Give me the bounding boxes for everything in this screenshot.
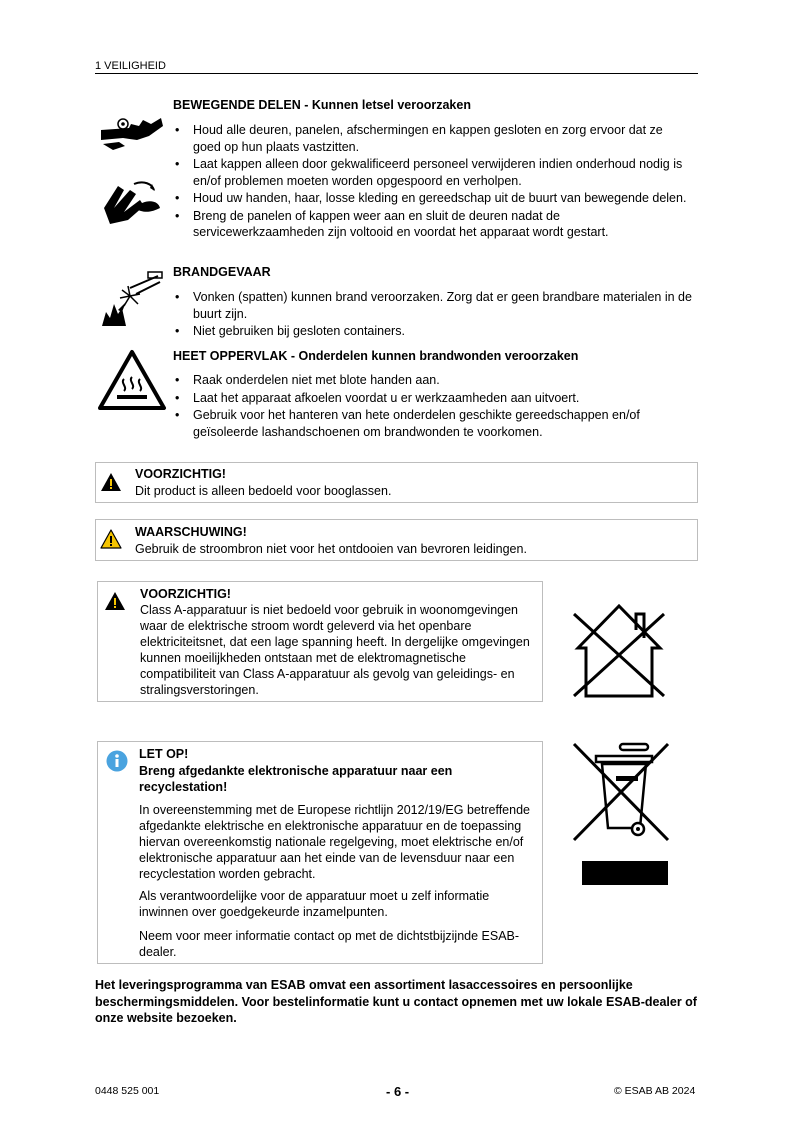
hand-gears-icon (99, 110, 165, 154)
note-title: LET OP! (139, 747, 189, 761)
fire-hazard-list (173, 289, 693, 341)
note-subtitle: Breng afgedankte elektronische apparatuur naar een recyclestation! (139, 764, 453, 794)
list-item: • Breng de panelen of kappen weer aan en sluit de deuren nadat de servicewerkzaamheden zijn voltooid en voordat het apparaat wordt gestart. (173, 208, 693, 241)
fire-sparks-icon (100, 268, 166, 328)
warning-triangle-icon (100, 472, 122, 492)
list-item: • Houd alle deuren, panelen, afschermingen en kappen gesloten en zorg ervoor dat ze goed op hun plaats vastzitten. (173, 122, 693, 155)
hot-surface-title: HEET OPPERVLAK - Onderdelen kunnen brandwonden veroorzaken (173, 349, 579, 363)
hot-surface-icon (97, 349, 167, 411)
document-number: 0448 525 001 (95, 1085, 160, 1097)
caution-title: VOORZICHTIG! (135, 467, 226, 481)
crossed-wheelie-bin-icon (572, 740, 672, 888)
list-item: • Laat het apparaat afkoelen voordat u er werkzaamheden aan uitvoert. (173, 390, 693, 407)
recycling-note (97, 741, 543, 964)
page-number: - 6 - (386, 1084, 410, 1099)
crossed-house-icon (570, 600, 668, 700)
list-item: • Laat kappen alleen door gekwalificeerd personeel verwijderen indien onderhoud nodig is en/of problemen moeten worden opgespoord en verholpen. (173, 156, 693, 189)
list-item: • Gebruik voor het hanteren van hete onderdelen geschikte gereedschappen en/of geïsoleerde lashandschoenen om brandwonden te voorkomen. (173, 407, 693, 440)
moving-parts-list (173, 122, 693, 242)
caution-text: Dit product is alleen bedoeld voor booglassen. (135, 484, 392, 498)
closing-paragraph: Het leveringsprogramma van ESAB omvat een assortiment lasaccessoires en persoonlijke beschermingsmiddelen. Voor bestelinformatie kunt u contact opnemen met uw lokale ESAB-dealer of onze website bezoeken. (95, 978, 697, 1025)
warning-text: Gebruik de stroombron niet voor het ontdooien van bevroren leidingen. (135, 542, 527, 556)
class-a-caution-title: VOORZICHTIG! (140, 587, 231, 601)
note-paragraph: In overeenstemming met de Europese richtlijn 2012/19/EG betreffende afgedankte elektrische en elektronische apparatuur en de toepassing hiervan overeenkomstig nationale regelgeving, moet elektrische en/of elektronische apparatuur aan het einde van de levensduur naar een recyclestation worden gebracht. (139, 803, 530, 881)
moving-parts-title: BEWEGENDE DELEN - Kunnen letsel veroorzaken (173, 98, 471, 112)
hand-fan-icon (100, 178, 162, 228)
list-item: • Vonken (spatten) kunnen brand veroorzaken. Zorg dat er geen brandbare materialen in de buurt zijn. (173, 289, 693, 322)
copyright: © ESAB AB 2024 (614, 1085, 696, 1097)
warning-triangle-icon (100, 529, 122, 549)
list-item: • Raak onderdelen niet met blote handen aan. (173, 372, 693, 389)
class-a-caution-text: Class A-apparatuur is niet bedoeld voor gebruik in woonomgevingen waar de elektrische stroom wordt geleverd via het openbare elektriciteitsnet, dat een lage spanning heeft. In dergelijke omgevingen kunnen moeilijkheden ontstaan met de elektromagnetische compatibiliteit van Class A-apparatuur als gevolg van geleidings- en stralingsverstoringen. (140, 603, 530, 697)
section-header: 1 VEILIGHEID (95, 60, 698, 74)
class-a-caution-notice (97, 581, 543, 702)
list-item: • Niet gebruiken bij gesloten containers. (173, 323, 693, 340)
fire-hazard-title: BRANDGEVAAR (173, 265, 271, 279)
warning-notice (95, 519, 698, 561)
warning-triangle-icon (104, 591, 126, 611)
caution-notice (95, 462, 698, 503)
info-icon (106, 750, 128, 772)
list-item: • Houd uw handen, haar, losse kleding en gereedschap uit de buurt van bewegende delen. (173, 190, 693, 207)
hot-surface-list (173, 372, 693, 441)
note-paragraph: Neem voor meer informatie contact op met de dichtstbijzijnde ESAB-dealer. (139, 929, 520, 959)
note-paragraph: Als verantwoordelijke voor de apparatuur moet u zelf informatie inwinnen over goedgekeurde inzamelpunten. (139, 889, 490, 919)
warning-title: WAARSCHUWING! (135, 525, 247, 539)
